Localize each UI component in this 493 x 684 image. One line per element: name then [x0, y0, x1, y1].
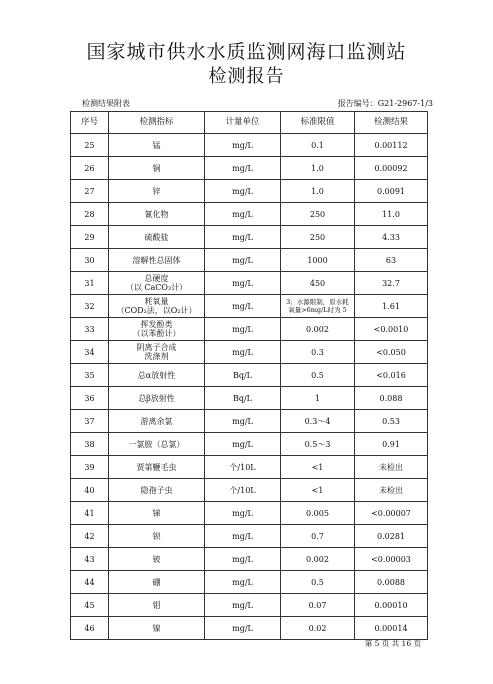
report-subtitle: 检测报告 — [208, 66, 285, 87]
cell-item: 钡 — [109, 525, 205, 548]
cell-result: 1.61 — [355, 295, 428, 318]
table-row — [71, 249, 428, 272]
cell-item: 一氯胺（总氯） — [109, 433, 205, 456]
cell-limit: 250 — [281, 203, 355, 226]
cell-no: 26 — [71, 157, 109, 180]
table-row — [71, 571, 428, 594]
cell-no: 30 — [71, 249, 109, 272]
cell-limit: 1.0 — [281, 180, 355, 203]
cell-limit: 0.3 — [281, 341, 355, 364]
cell-result: 4.33 — [355, 226, 428, 249]
cell-result: 0.0088 — [355, 571, 428, 594]
cell-item: 总β放射性 — [109, 387, 205, 410]
cell-item: 锰 — [109, 134, 205, 157]
cell-unit: Bq/L — [205, 364, 281, 387]
cell-unit: mg/L — [205, 594, 281, 617]
table-row — [71, 456, 428, 479]
table-row — [71, 203, 428, 226]
cell-no: 40 — [71, 479, 109, 502]
cell-no: 43 — [71, 548, 109, 571]
table-row — [71, 226, 428, 249]
table-row — [71, 433, 428, 456]
cell-unit: mg/L — [205, 525, 281, 548]
cell-result: 0.00014 — [355, 617, 428, 640]
cell-result: 0.0091 — [355, 180, 428, 203]
cell-no: 37 — [71, 410, 109, 433]
cell-unit: mg/L — [205, 410, 281, 433]
cell-unit: mg/L — [205, 502, 281, 525]
appendix-label: 检测结果附表 — [82, 99, 130, 108]
cell-no: 27 — [71, 180, 109, 203]
cell-item: 总α放射性 — [109, 364, 205, 387]
cell-item: 挥发酚类 （以苯酚计） — [109, 318, 205, 341]
cell-result: 0.91 — [355, 433, 428, 456]
table-row — [71, 548, 428, 571]
cell-no: 46 — [71, 617, 109, 640]
cell-limit: 0.005 — [281, 502, 355, 525]
cell-result: <0.016 — [355, 364, 428, 387]
cell-item: 铍 — [109, 548, 205, 571]
cell-result: 0.00112 — [355, 134, 428, 157]
cell-item: 硫酸盐 — [109, 226, 205, 249]
cell-item: 硼 — [109, 571, 205, 594]
table-row — [71, 295, 428, 318]
cell-unit: mg/L — [205, 157, 281, 180]
cell-no: 41 — [71, 502, 109, 525]
table-row — [71, 341, 428, 364]
cell-limit: 450 — [281, 272, 355, 295]
cell-limit: 0.5～3 — [281, 433, 355, 456]
cell-result: <0.0010 — [355, 318, 428, 341]
cell-result: <0.00003 — [355, 548, 428, 571]
cell-result: <0.00007 — [355, 502, 428, 525]
cell-no: 38 — [71, 433, 109, 456]
col-header-unit: 计量单位 — [205, 112, 281, 134]
cell-no: 44 — [71, 571, 109, 594]
results-table — [70, 111, 428, 640]
col-header-limit: 标准限值 — [281, 112, 355, 134]
table-row — [71, 525, 428, 548]
table-row — [71, 134, 428, 157]
report-title: 国家城市供水水质监测网海口监测站 — [86, 41, 407, 63]
cell-no: 42 — [71, 525, 109, 548]
cell-item: 镍 — [109, 617, 205, 640]
cell-result: 0.00092 — [355, 157, 428, 180]
cell-limit: 1 — [281, 387, 355, 410]
cell-result: 11.0 — [355, 203, 428, 226]
table-row — [71, 318, 428, 341]
cell-limit: 0.02 — [281, 617, 355, 640]
table-body — [71, 134, 428, 640]
cell-no: 35 — [71, 364, 109, 387]
cell-result: 0.00010 — [355, 594, 428, 617]
table-header-row — [71, 112, 428, 134]
cell-limit: <1 — [281, 456, 355, 479]
cell-result: 32.7 — [355, 272, 428, 295]
cell-limit: 1000 — [281, 249, 355, 272]
cell-unit: 个/10L — [205, 479, 281, 502]
cell-item: 游离余氯 — [109, 410, 205, 433]
cell-limit: 0.002 — [281, 548, 355, 571]
table-row — [71, 272, 428, 295]
cell-item: 溶解性总固体 — [109, 249, 205, 272]
report-number: 报告编号：G21-2967-1/3 — [337, 99, 433, 108]
cell-result: 0.0281 — [355, 525, 428, 548]
cell-no: 34 — [71, 341, 109, 364]
cell-result: <0.050 — [355, 341, 428, 364]
cell-unit: mg/L — [205, 571, 281, 594]
cell-item: 锌 — [109, 180, 205, 203]
cell-unit: mg/L — [205, 318, 281, 341]
cell-limit: 0.002 — [281, 318, 355, 341]
table-row — [71, 594, 428, 617]
cell-limit: 0.07 — [281, 594, 355, 617]
table-row — [71, 387, 428, 410]
cell-unit: mg/L — [205, 180, 281, 203]
cell-limit: 3；水源限制，原水耗 氧量>6mg/L时为 5 — [281, 295, 355, 318]
cell-item: 总硬度 （以 CaCO₃计） — [109, 272, 205, 295]
cell-no: 36 — [71, 387, 109, 410]
cell-result: 0.53 — [355, 410, 428, 433]
cell-item: 锑 — [109, 502, 205, 525]
cell-limit: 0.5 — [281, 571, 355, 594]
cell-item: 氰化物 — [109, 203, 205, 226]
cell-unit: mg/L — [205, 249, 281, 272]
cell-unit: Bq/L — [205, 387, 281, 410]
cell-limit: 0.5 — [281, 364, 355, 387]
col-header-item: 检测指标 — [109, 112, 205, 134]
cell-unit: mg/L — [205, 272, 281, 295]
cell-unit: mg/L — [205, 134, 281, 157]
col-header-no: 序号 — [71, 112, 109, 134]
table-row — [71, 364, 428, 387]
table-row — [71, 617, 428, 640]
cell-unit: mg/L — [205, 226, 281, 249]
cell-result: 0.088 — [355, 387, 428, 410]
cell-unit: mg/L — [205, 617, 281, 640]
table-row — [71, 479, 428, 502]
cell-item: 铜 — [109, 157, 205, 180]
cell-unit: mg/L — [205, 548, 281, 571]
cell-unit: 个/10L — [205, 456, 281, 479]
table-row — [71, 180, 428, 203]
table-row — [71, 502, 428, 525]
cell-limit: 250 — [281, 226, 355, 249]
cell-unit: mg/L — [205, 203, 281, 226]
cell-no: 25 — [71, 134, 109, 157]
cell-no: 39 — [71, 456, 109, 479]
cell-no: 33 — [71, 318, 109, 341]
cell-unit: mg/L — [205, 295, 281, 318]
cell-item: 阴离子合成 洗涤剂 — [109, 341, 205, 364]
page-number: 第 5 页 共 16 页 — [364, 639, 421, 648]
cell-unit: mg/L — [205, 433, 281, 456]
cell-item: 贾第鞭毛虫 — [109, 456, 205, 479]
cell-result: 未检出 — [355, 479, 428, 502]
cell-limit: 0.7 — [281, 525, 355, 548]
cell-no: 29 — [71, 226, 109, 249]
cell-no: 28 — [71, 203, 109, 226]
cell-no: 32 — [71, 295, 109, 318]
cell-limit: 1.0 — [281, 157, 355, 180]
cell-no: 45 — [71, 594, 109, 617]
table-row — [71, 410, 428, 433]
cell-limit: <1 — [281, 479, 355, 502]
cell-no: 31 — [71, 272, 109, 295]
table-row — [71, 157, 428, 180]
cell-unit: mg/L — [205, 341, 281, 364]
cell-item: 钼 — [109, 594, 205, 617]
cell-item: 隐孢子虫 — [109, 479, 205, 502]
col-header-result: 检测结果 — [355, 112, 428, 134]
cell-limit: 0.1 — [281, 134, 355, 157]
cell-item: 耗氧量 （COD₂法，以O₂计） — [109, 295, 205, 318]
cell-result: 未检出 — [355, 456, 428, 479]
cell-result: 63 — [355, 249, 428, 272]
cell-limit: 0.3～4 — [281, 410, 355, 433]
